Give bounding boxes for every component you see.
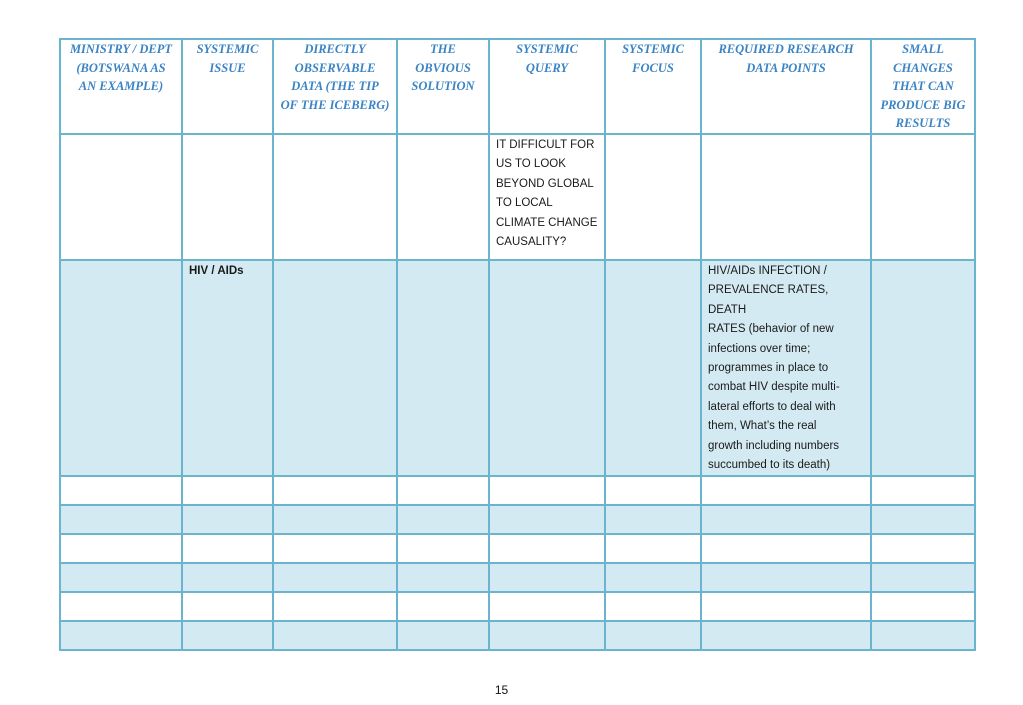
table-cell: [397, 621, 489, 650]
table-row: [60, 134, 975, 260]
table-cell: [397, 592, 489, 621]
table-cell: [871, 476, 975, 505]
table-cell: [871, 563, 975, 592]
table-row: [60, 592, 975, 621]
table-cell: [489, 563, 605, 592]
table-cell: [182, 260, 273, 476]
table-cell: [60, 476, 182, 505]
table-cell: [871, 134, 975, 260]
header-systemic-query: SYSTEMIC QUERY: [489, 39, 605, 134]
table-cell: [605, 505, 701, 534]
table-cell: [871, 621, 975, 650]
table-cell: [182, 563, 273, 592]
table-cell: [397, 476, 489, 505]
table-cell: [605, 260, 701, 476]
systemic-issue-text: HIV / AIDs: [189, 265, 244, 277]
table-cell: [60, 260, 182, 476]
table-cell: [605, 621, 701, 650]
table-cell: [701, 563, 871, 592]
table-cell: [489, 534, 605, 563]
table-cell: [871, 592, 975, 621]
table-cell: [60, 534, 182, 563]
table-cell: [871, 534, 975, 563]
table-cell: [273, 505, 397, 534]
table-cell: [701, 621, 871, 650]
table-cell: [273, 534, 397, 563]
table-cell: [397, 260, 489, 476]
table-cell: [182, 505, 273, 534]
table-cell: [182, 592, 273, 621]
table-cell: [273, 476, 397, 505]
table-cell: [605, 592, 701, 621]
table-cell: [701, 505, 871, 534]
table-cell: [182, 534, 273, 563]
table-cell: [489, 260, 605, 476]
table-cell: [397, 505, 489, 534]
table-row: [60, 621, 975, 650]
table-cell: [60, 134, 182, 260]
table-cell: [489, 134, 605, 260]
header-systemic-issue: SYSTEMIC ISSUE: [182, 39, 273, 134]
header-required-research-data-points: REQUIRED RESEARCH DATA POINTS: [701, 39, 871, 134]
table-cell: [397, 134, 489, 260]
table-cell: [605, 134, 701, 260]
table-cell: [871, 260, 975, 476]
table-cell: [701, 476, 871, 505]
table-cell: [397, 563, 489, 592]
table-cell: [701, 534, 871, 563]
page-number: 15: [494, 683, 509, 697]
table-cell: [489, 621, 605, 650]
header-small-changes: SMALL CHANGES THAT CAN PRODUCE BIG RESULTS: [871, 39, 975, 134]
table-row: [60, 534, 975, 563]
table-cell: [273, 621, 397, 650]
table-cell: [182, 621, 273, 650]
table-cell: [605, 563, 701, 592]
table-cell: [273, 260, 397, 476]
header-systemic-focus: SYSTEMIC FOCUS: [605, 39, 701, 134]
table-cell: [60, 563, 182, 592]
table-cell: [605, 476, 701, 505]
table-cell: [182, 134, 273, 260]
header-ministry-dept: MINISTRY / DEPT (BOTSWANA AS AN EXAMPLE): [60, 39, 182, 134]
table-cell: [605, 534, 701, 563]
table-row: [60, 505, 975, 534]
table-cell: [701, 260, 871, 476]
table-cell: [397, 534, 489, 563]
table-cell: [60, 505, 182, 534]
table-cell: [489, 505, 605, 534]
table-row: [60, 563, 975, 592]
table-cell: [60, 621, 182, 650]
table-row: [60, 476, 975, 505]
table-cell: [701, 134, 871, 260]
table-cell: [489, 592, 605, 621]
systemic-query-text: IT DIFFICULT FOR US TO LOOK BEYOND GLOBAL TO LOCAL CLIMATE CHANGE CAUSALITY?: [496, 139, 598, 249]
table-cell: [273, 134, 397, 260]
table-cell: [701, 592, 871, 621]
table-cell: [489, 476, 605, 505]
header-obvious-solution: THE OBVIOUS SOLUTION: [397, 39, 489, 134]
table-cell: [60, 592, 182, 621]
table-cell: [871, 505, 975, 534]
table-cell: [273, 563, 397, 592]
table-cell: [182, 476, 273, 505]
table-cell: [273, 592, 397, 621]
research-data-points-text: HIV/AIDs INFECTION / PREVALENCE RATES, DEATH RATES (behavior of new infections over time; programmes in place to combat HIV despite multi- lateral efforts to deal with them, What’s the real growth including numbers succumbed to its death): [708, 265, 840, 472]
table-row: [60, 260, 975, 476]
systemic-analysis-table: [59, 38, 976, 651]
header-row: [60, 39, 975, 134]
header-directly-observable-data: DIRECTLY OBSERVABLE DATA (THE TIP OF THE ICEBERG): [273, 39, 397, 134]
